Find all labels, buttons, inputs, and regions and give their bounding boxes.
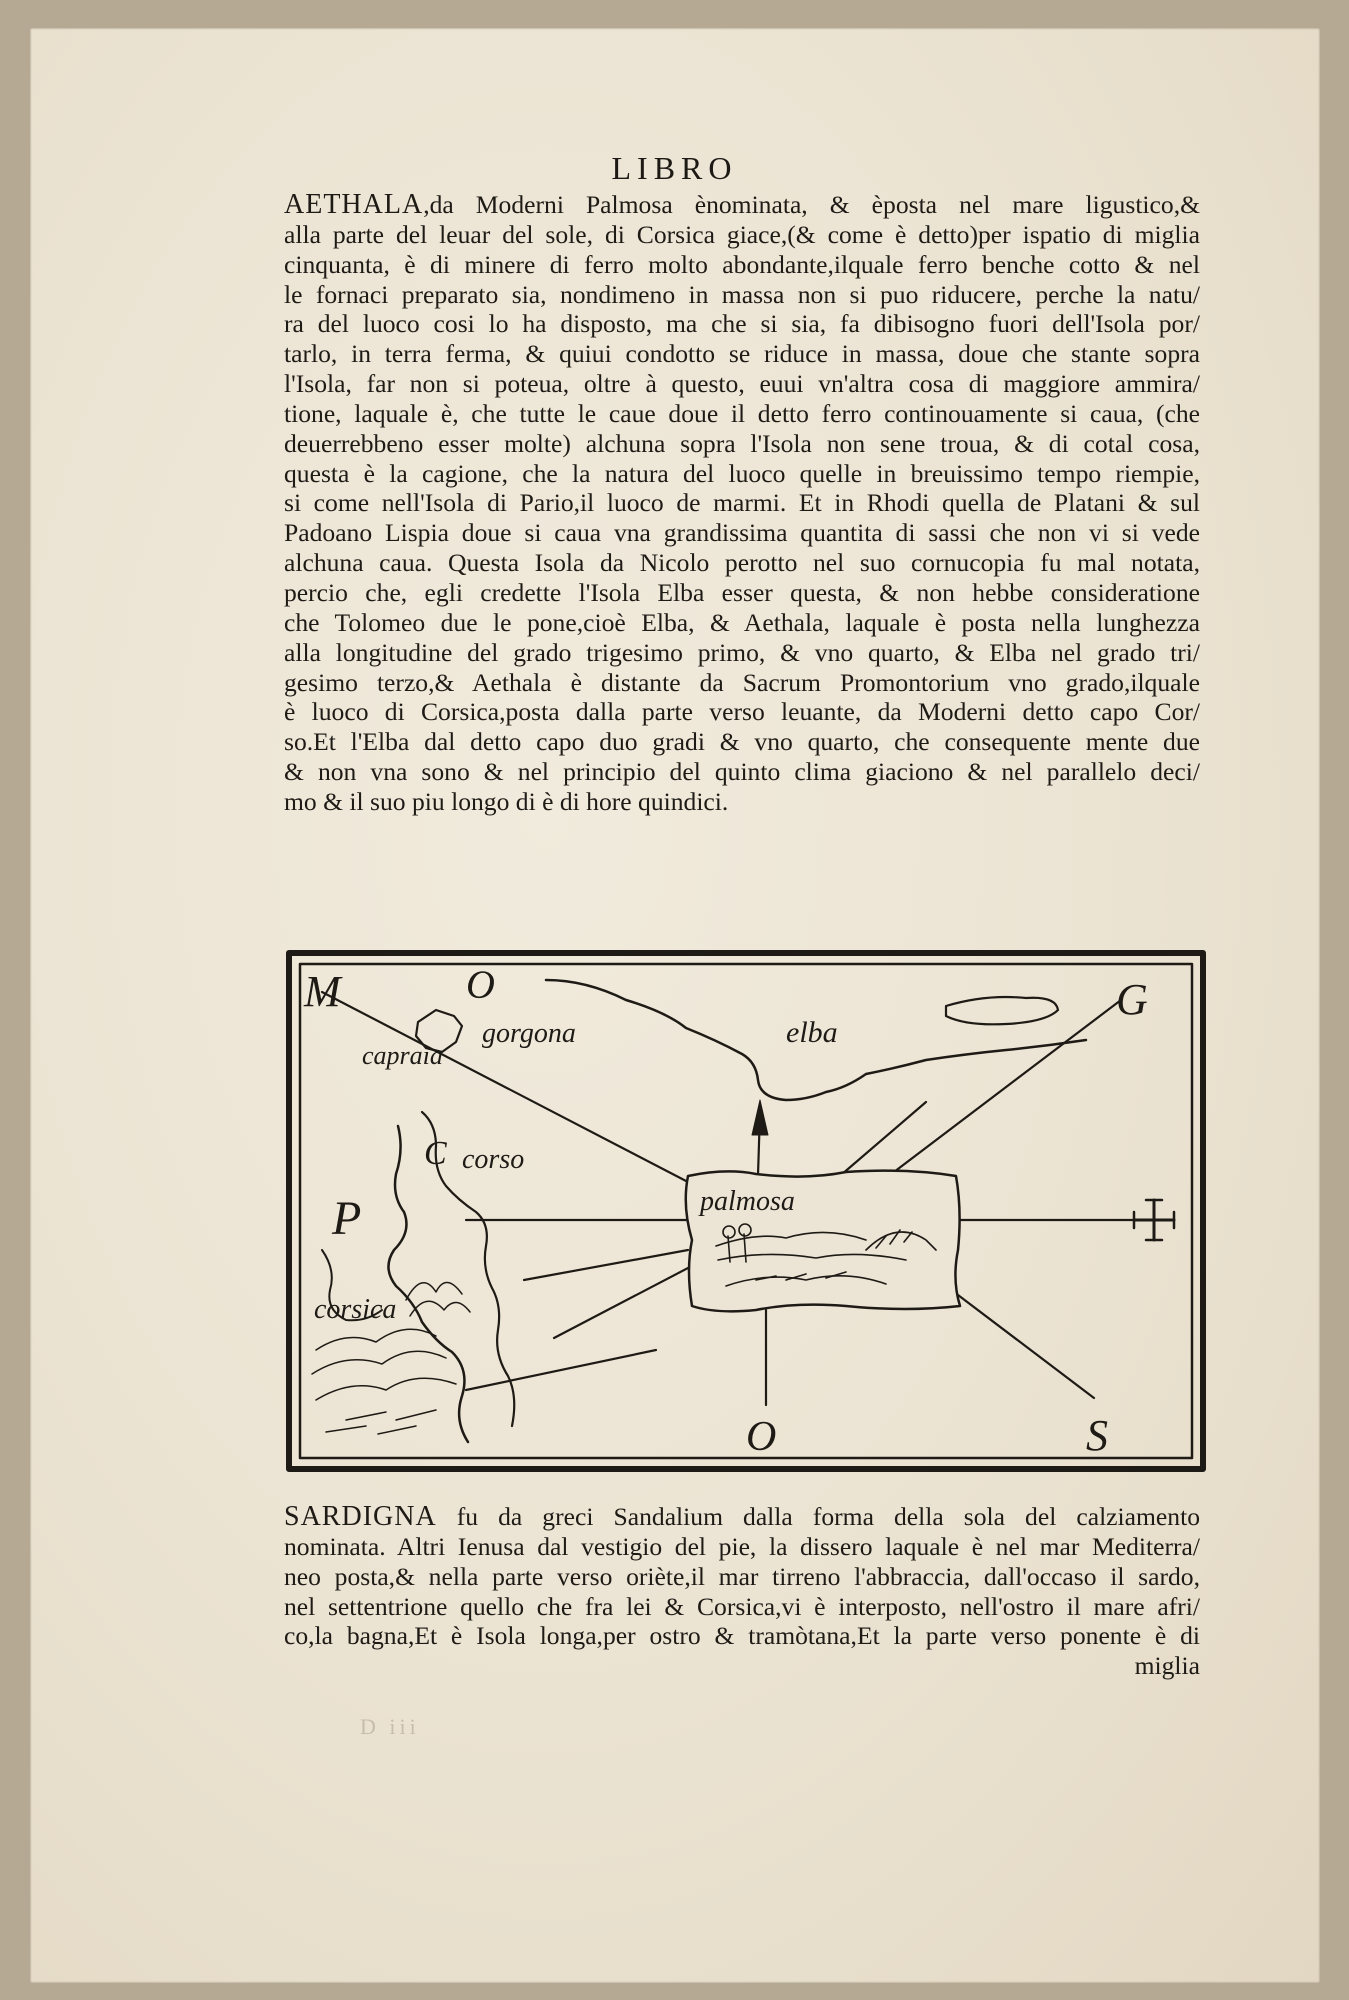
map-drawing: [286, 950, 1206, 1472]
label-palmosa: palmosa: [700, 1186, 795, 1217]
text-line: alchuna caua. Questa Isola da Nicolo perotto nel suo cornucopia fu mal notata,: [284, 548, 1200, 578]
text-line: nominata. Altri Ienusa dal vestigio del pie, la dissero laquale è nel mar Mediterra/: [284, 1531, 1200, 1561]
text-line: & non vna sono & nel principio del quinto clima giaciono & nel parallelo deci/: [284, 757, 1200, 787]
wind-letter-o-top: O: [466, 962, 495, 1007]
wind-letter-m: M: [304, 967, 341, 1016]
woodcut-map-palmosa: [286, 950, 1206, 1472]
running-header: LIBRO: [611, 150, 738, 186]
label-corsica: corsica: [314, 1294, 397, 1325]
text-line: questa è la cagione, che la natura del luoco quelle in breuissimo tempo riempie,: [284, 458, 1200, 488]
text-line: è luoco di Corsica,posta dalla parte verso leuante, da Moderni detto capo Cor/: [284, 697, 1200, 727]
lead-word: SARDIGNA: [284, 1501, 437, 1532]
elba-islet: [946, 997, 1058, 1024]
text-line: gesimo terzo,& Aethala è distante da Sacrum Promontorium vno grado,ilquale: [284, 667, 1200, 697]
text-line: cinquanta, è di minere di ferro molto abondante,ilquale ferro benche cotto & nel: [284, 249, 1200, 279]
text-line: che Tolomeo due le pone,cioè Elba, & Aethala, laquale è posta nella lunghezza: [284, 607, 1200, 637]
text-line: nel settentrione quello che fra lei & Corsica,vi è interposto, nell'ostro il mare afri/: [284, 1591, 1200, 1621]
wind-letter-s: S: [1086, 1411, 1108, 1460]
wind-letter-o-bottom: O: [746, 1414, 777, 1460]
wind-letter-c: C: [424, 1135, 447, 1172]
label-gorgona: gorgona: [482, 1018, 576, 1049]
text-line: ra del luoco cosi lo ha disposto, ma che si sia, fa dibisogno fuori dell'Isola por/: [284, 309, 1200, 339]
text-line: Padoano Lispia doue si caua vna grandissima quantita di sassi che non vi si vede: [284, 518, 1200, 548]
wind-letter-p: P: [332, 1192, 362, 1245]
north-arrow: [752, 1100, 768, 1135]
lead-word: AETHALA: [284, 189, 424, 220]
catchword: miglia: [1134, 1651, 1200, 1681]
text-line: deuerrebbeno esser molte) alchuna sopra l'Isola non sene troua, & di cotal cosa,: [284, 428, 1200, 458]
text-line: percio che, egli credette l'Isola Elba esser questa, & non hebbe consideratione: [284, 577, 1200, 607]
text-line: le fornaci preparato sia, nondimeno in massa non si puo riducere, perche la natu/: [284, 279, 1200, 309]
text-line: co,la bagna,Et è Isola longa,per ostro & tramòtana,Et la parte verso ponente è di: [284, 1621, 1200, 1651]
text-line: alla longitudine del grado trigesimo primo, & vno quarto, & Elba nel grado tri/: [284, 637, 1200, 667]
text-line: mo & il suo piu longo di è di hore quindici.: [284, 786, 729, 816]
text-line: so.Et l'Elba dal detto capo duo gradi & vno quarto, che consequente mente due: [284, 727, 1200, 757]
text-line: tarlo, in terra ferma, & quiui condotto se riduce in massa, doue che stante sopra: [284, 339, 1200, 369]
text-line: alla parte del leuar del sole, di Corsica giace,(& come è detto)per ispatio di miglia: [284, 219, 1200, 249]
paragraph-aethala: [284, 190, 1200, 817]
text-line: SARDIGNA fu da greci Sandalium dalla forma della sola del calziamento: [284, 1501, 1200, 1532]
wind-letter-g: G: [1116, 975, 1148, 1024]
paragraph-sardigna: [284, 1502, 1200, 1681]
label-elba: elba: [786, 1016, 838, 1049]
text-line: neo posta,& nella parte verso oriète,il mar tirreno l'abbraccia, dall'occaso il sardo,: [284, 1561, 1200, 1591]
label-capraia: capraia: [362, 1041, 443, 1070]
east-cross-icon: [1134, 1200, 1174, 1240]
text-line: AETHALA,da Moderni Palmosa ènominata, & èposta nel mare ligustico,&: [284, 189, 1200, 220]
text-line: si come nell'Isola di Pario,il luoco de marmi. Et in Rhodi quella de Platani & sul: [284, 488, 1200, 518]
label-corso: corso: [462, 1144, 525, 1175]
text-line: l'Isola, far non si poteua, oltre à questo, euui vn'altra cosa di maggiore ammira/: [284, 369, 1200, 399]
signature-mark: D iii: [360, 1714, 420, 1739]
text-line: tione, laquale è, che tutte le caue doue il detto ferro continouamente si caua, (che: [284, 398, 1200, 428]
